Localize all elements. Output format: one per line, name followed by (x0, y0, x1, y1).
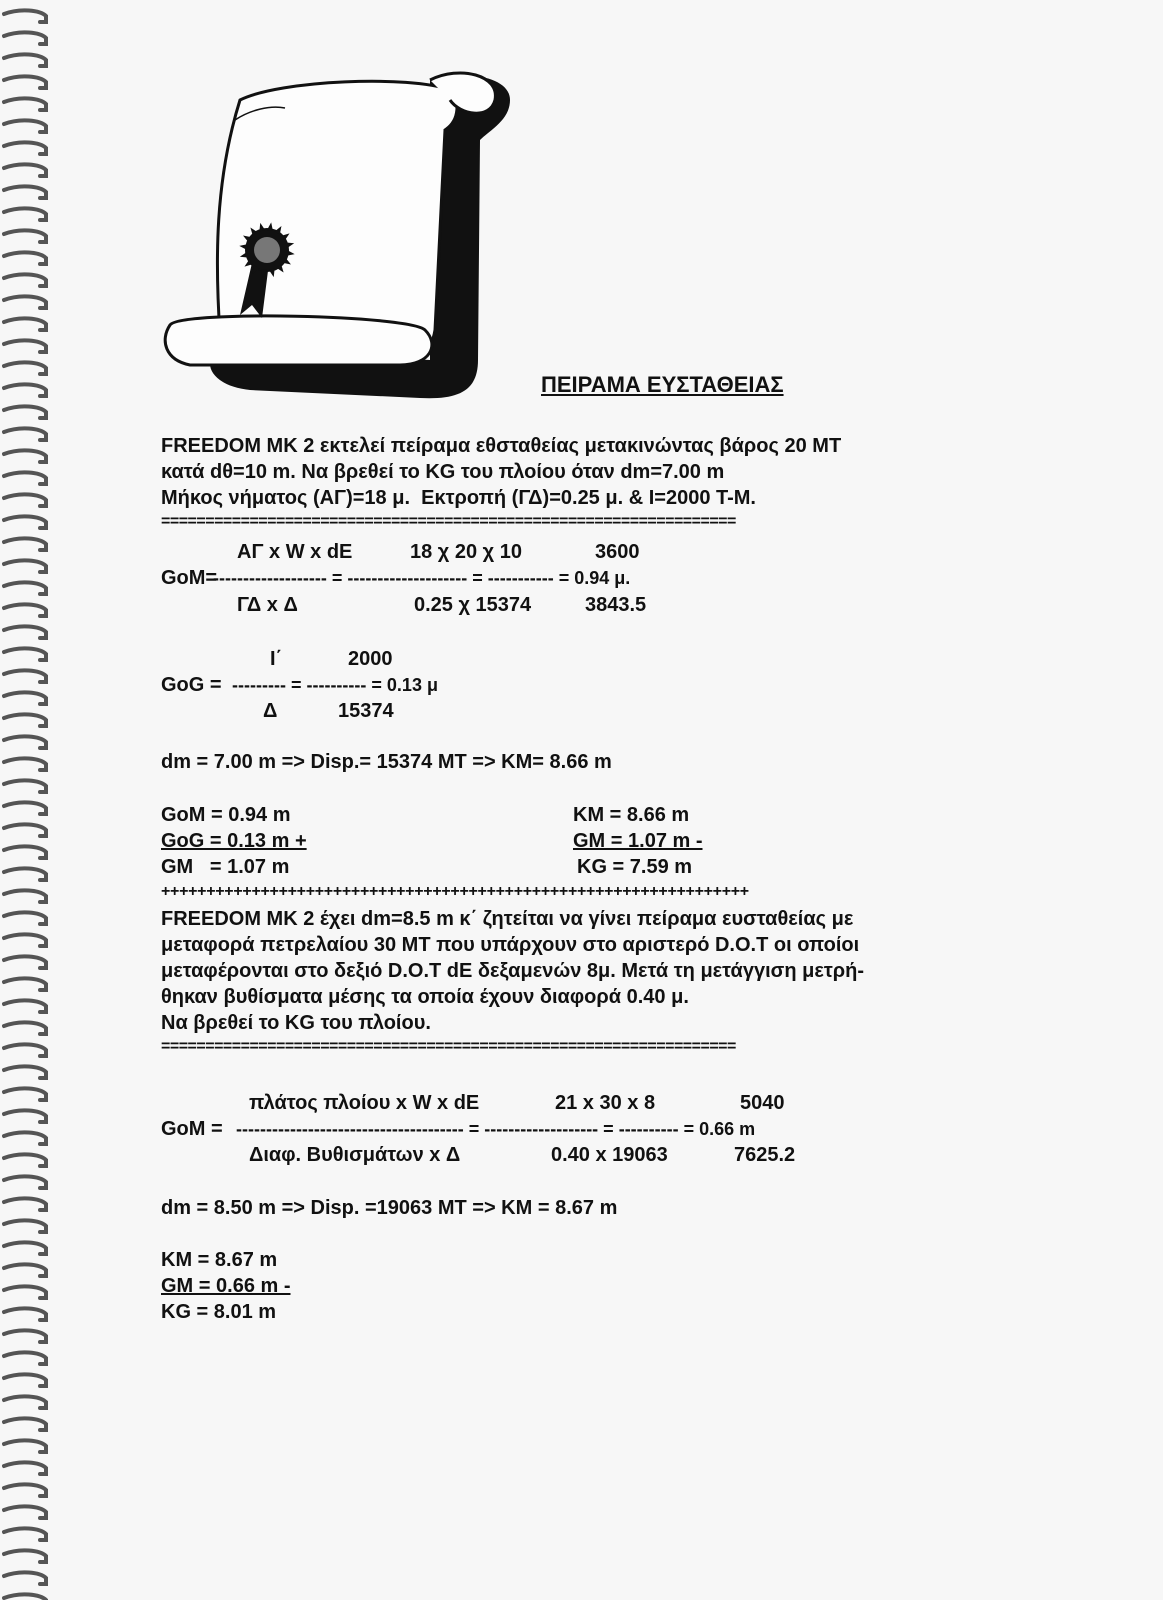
problem2-line: FREEDOM MK 2 έχει dm=8.5 m κ΄ ζητείται να γίνει πείραμα ευσταθείας με (161, 908, 854, 930)
gom2-denominator-symbolic: Διαφ. Βυθισμάτων x Δ (249, 1144, 461, 1166)
gom2-numerator-result: 5040 (740, 1092, 785, 1114)
gom-denominator-symbolic: ΓΔ x Δ (237, 594, 298, 616)
gog-label: GoG = (161, 674, 228, 696)
scroll-seal-icon (160, 60, 530, 410)
gog-numerator-symbolic: I΄ (270, 648, 283, 670)
sum-left-row: GoM = 0.94 m (161, 804, 291, 826)
gom-numerator-symbolic: ΑΓ x W x dE (237, 541, 353, 563)
gom-numerator-values: 18 χ 20 χ 10 (410, 541, 522, 563)
sum-right-row: KM = 8.66 m (573, 804, 690, 826)
sum-right-row: GM = 1.07 m - (573, 830, 703, 852)
result-row: KM = 8.67 m (161, 1249, 278, 1271)
gom2-numerator-values: 21 x 30 x 8 (555, 1092, 656, 1114)
gom2-numerator-symbolic: πλάτος πλοίου x W x dE (249, 1092, 480, 1114)
gom-numerator-result: 3600 (595, 541, 640, 563)
gog-denominator-symbolic: Δ (263, 700, 278, 722)
gog-fraction-line: --------- = ---------- = 0.13 μ (232, 675, 438, 695)
gom-denominator-values: 0.25 χ 15374 (414, 594, 532, 616)
page-title: ΠΕΙΡΑΜΑ ΕΥΣΤΑΘΕΙΑΣ (541, 372, 784, 397)
problem1-line: FREEDOM MK 2 εκτελεί πείραμα εθσταθείας μετακινώντας βάρος 20 ΜΤ (161, 435, 842, 457)
gom2-denominator-values: 0.40 x 19063 (551, 1144, 668, 1166)
sum-right-row: KG = 7.59 m (577, 856, 693, 878)
result-row: KG = 8.01 m (161, 1301, 277, 1323)
sum-left-row: GoG = 0.13 m + (161, 830, 307, 852)
gom2-label: GoM = (161, 1118, 229, 1140)
separator-line: ================================================================= (161, 513, 736, 530)
plus-separator: +++++++++++++++++++++++++++++++++++++++++++++++++++++++++++++++++ (161, 883, 749, 900)
problem1-line: κατά dθ=10 m. Να βρεθεί το KG του πλοίου όταν dm=7.00 m (161, 461, 725, 483)
gom2-fraction-line: -------------------------------------- = ------------------- = ---------- = 0.66 m (236, 1119, 756, 1139)
result-row: GM = 0.66 m - (161, 1275, 291, 1297)
problem2-line: μεταφέρονται στο δεξιό D.O.T dE δεξαμενών 8μ. Μετά τη μετάγγιση μετρή- (161, 960, 864, 982)
sum-left-row: GM = 1.07 m (161, 856, 290, 878)
spiral-binding-icon (0, 0, 60, 1600)
gog-numerator-value: 2000 (348, 648, 393, 670)
problem1-line: Μήκος νήματος (ΑΓ)=18 μ. Εκτροπή (ΓΔ)=0.25 μ. & I=2000 T-M. (161, 487, 756, 509)
hydrostatic-line: dm = 7.00 m => Disp.= 15374 MT => KM= 8.66 m (161, 751, 612, 773)
gom-fraction-line: ------------------- = -------------------- = ----------- = 0.94 μ. (213, 568, 631, 588)
hydrostatic-line: dm = 8.50 m => Disp. =19063 MT => KM = 8.67 m (161, 1197, 618, 1219)
gom-denominator-result: 3843.5 (585, 594, 647, 616)
problem2-line: Να βρεθεί το KG του πλοίου. (161, 1012, 431, 1034)
gom-label: GoM= (161, 567, 218, 589)
problem2-line: μεταφορά πετρελαίου 30 ΜΤ που υπάρχουν στο αριστερό D.O.T οι οποίοι (161, 934, 860, 956)
problem2-line: θηκαν βυθίσματα μέσης τα οποία έχουν διαφορά 0.40 μ. (161, 986, 689, 1008)
gog-denominator-value: 15374 (338, 700, 394, 722)
separator-line: ================================================================= (161, 1038, 736, 1055)
gom2-denominator-result: 7625.2 (734, 1144, 796, 1166)
